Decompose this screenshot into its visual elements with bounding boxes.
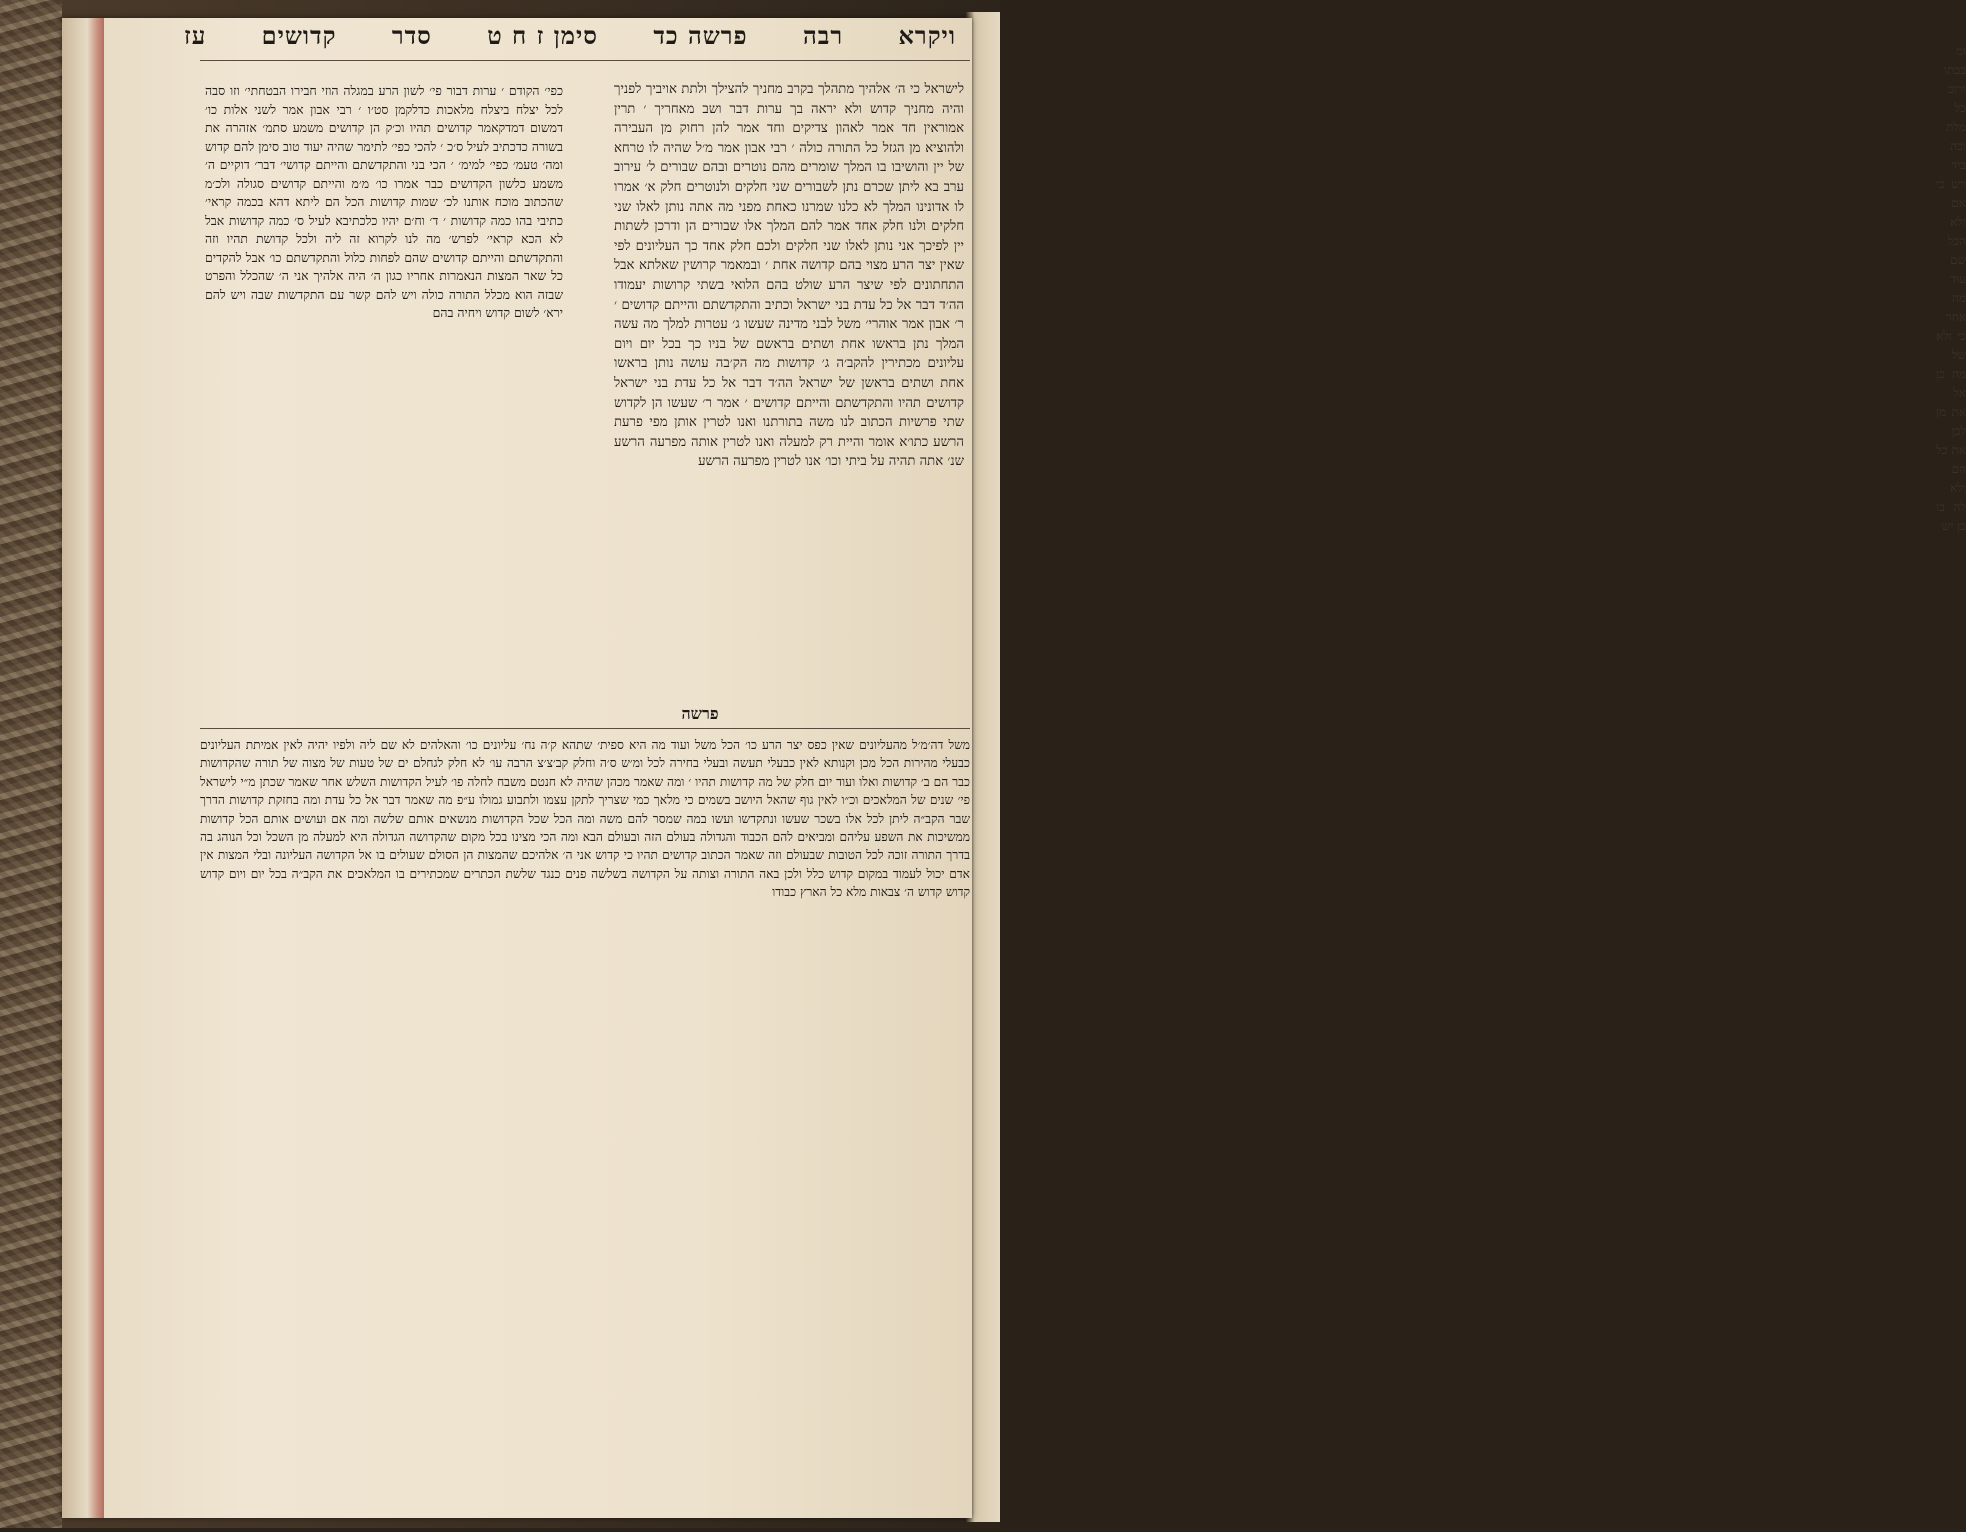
header-seder: סדר [391, 21, 432, 50]
facing-page-text: ומ בכתו ורוכ כל מלת ובה ביד ויש כי אם ולא הכל שם עוד מה אחר כי ולא של מה כן אל את מן לכן את כל הם ולא לה בו כן יש [1936, 44, 1966, 533]
header-page-number: עז [184, 21, 207, 50]
section-rule [200, 728, 970, 729]
marbled-cover-board [0, 0, 62, 1528]
header-rabba: רבה [802, 21, 844, 50]
page-header [180, 18, 960, 54]
header-kedoshim: קדושים [261, 21, 337, 50]
main-text-column: לישראל כי ה׳ אלהיך מתהלך בקרב מחניך להצילך ולתת אויביך לפניך והיה מחניך קדוש ולא יראה בך ערות דבר ושב מאחריך ׳ תרין אמוראין חד אמר לאהון צדיקים וחד אמר להן רחוק מן העבירה ולהוציא מן הגזל כל התורה כולה ׳ רבי אבון אמר מ׳ל שהיה לו טרחא של יין והושיבו בו המלך שומרים מהם נוטרים ובהם שבורים ל׳ עירוב ערב בא ליתן שכרם נתן לשבורים שני חלקים ולנוטרים חלק א׳ אמרו לו אדונינו המלך לא כלנו שמרנו כאחת מפני מה אתה נותן לאלו שני חלקים ולנו חלק אחד אמר להם המלך אלו שבורים הן ודרכן לשתות יין לפיכך אני נותן לאלו שני חלקים ולכם חלק אחד כך העליונים לפי שאין יצר הרע מצוי בהם קדושה אחת ׳ ובמאמר קרושין שאלתא אבל התחתונים לפי שיצר הרע שולט בהם הלואי בשתי קרושות יעמודו הה׳ד דבר אל כל עדת בני ישראל וכתיב והתקדשתם והייתם קדושים ׳ ר׳ אבון אמר אוהרי׳ משל לבני מדינה שעשו ג׳ עטרות למלך מה עשה המלך נתן בראשו אחת ושתים בראשם של בניו כך בכל יום ויום עליונים מכתירין להקב׳ה ג׳ קדושות מה הק׳בה עושה נותן בראשו אחת ושתים בראשן של ישראל הה׳ד דבר אל כל עדת בני ישראל קדושים תהיו והתקדשתם והייתם קדושים ׳ אמר ר׳ שעשו הן לקדוש שתי פרשיות הכתוב לנו משה בתורתנו ואנו לטרין אותן מפי פרעת הרשע כתו׳א אומר והיית רק למעלה ואנו לטרין אותה מפרעה הרשע שנ׳ אתה תהיה על ביתי וכו׳ אנו לטרין מפרעה הרשע [614, 82, 964, 470]
commentary-column-bottom: משל דה׳מ׳ל מהעליונים שאין כפס יצר הרע כו׳ הכל משל ועוד מה היא ספית׳ שתהא ק׳ה נח׳ עליונים כו׳ והאלהים לא שם ליה ולפיו יהיה לאין אמיתת העליונים כבעלי מהירות הכל מכן וקנותא לאין כבעלי תעשה ובעלי בחירה לכל ומ׳ש ס׳ה וחלק קב׳צ׳צ הרבה עו׳ לא חלק לגחלם ים של טעות של מצוה של תורה שהקדושות כבר הם ב׳ קדושות ואלו ועוד יום חלק של מה קדושות תהיו ׳ ומה שאמר מכהן שהיה לא חנטם משבח לחלה פו׳ לעיל הקדושות השלש אחר שאמר שכתן מ״י לישראל פי׳ שנים של המלאכים וכ״ו לאין גוף שהאל היושב בשמים כי מלאך כמי שצריך לתקן עצמו ולתבוע גמולו ע״פ מה שאמר דבר אל כל עדת ומה בחזקת קדושות הדרך שבר הקב״ה ליתן לכל אלו בשכר שעשו ונתקדשו ועשו במה שמסר להם משה ומה הכל שכל הקדושות מנשאים אותם שלשה ומה אם ועושים אותם הכל קדושות ממשיכות את השפע עליהם ומביאים להם הכבוד והגדולה בעולם הזה ובעולם הבא ומה הכי מצינו בכל מקום שהקדושה הגדולה היא למעלה מן השכל וכל הנוהג בה בדרך התורה זוכה לכל הטובות שבעולם וזה שאמר הכתוב קדושים תהיו כי קדוש אני ה׳ אלהיכם שהמצות הן הסולם שעולים בו אל הקדושה העליונה ובלי המצות אין אדם יכול לעמוד במקום קדוש כלל ולכן באה התורה וצותה על הקדושה בשלשה פנים כנגד שלשת הכתרים שמכתירים בו המלאכים את הקב״ה בכל יום ויום קדוש קדוש קדוש ה׳ צבאות מלא כל הארץ כבודו [200, 738, 970, 900]
commentary-column-top: כפי׳ הקודם ׳ ערות דבור פי׳ לשון הרע במגלה הוזי חבירו הבטחתי׳ וזו סבה לכל יצלח ביצלח מלאכות כדלקמן סט׳ו ׳ רבי אבון אמר לשני אלות כו׳ דמשום דמדקאמר קדושים תהיו וכ׳ק הן קדושים משמע סתמ׳ אזהרה את בשורה כדכתיב לעיל ס׳כ ׳ להכי כפי׳ לתימר שהיה יעוד טוב סימן להם קדוש ומה׳ טעמ׳ כפי׳ למימ׳ ׳ הכי בני והתקדשתם והייתם קדושי׳ דבר׳ דוקיים ה׳ משמע כלשון הקדושים כבר אמרו כו׳ מ׳מ והייתם קדושים סגולה ולכ׳מ שהכתוב מוכח אותנו לכ׳ שמות קדושות הכל הם ליתא דהא בכמה קראי׳ כתיבי בהו כמה קדושות ׳ ד׳ וח׳ם יהיו כלכתיבא לעיל ס׳ כמה קדושות אבל לא הכא קראי׳ לפרש׳ מה לנו לקרוא זה ליה ולכל קדושת תהיו וזה והתקדשתם והייתם קדושים שהם לפחות כלול והתקדשתם כו׳ אבל להקדים כל שאר המצות הנאמרות אחריו כגון ה׳ היה אלהיך אני ה׳ שהכלל והפרט שבזה הוא מכלל התורה כולה ויש להם קשר עם התקדשות שבה ויש להם ירא׳ לשום קדוש ויחיה בהם [205, 83, 563, 320]
section-label: פרשה [681, 704, 719, 723]
page-gutter [62, 18, 104, 1518]
header-parasha: פרשה כד [653, 21, 748, 50]
header-rule [200, 60, 970, 61]
header-book: ויקרא [898, 21, 956, 50]
header-siman: סימן ז ח ט [487, 21, 598, 50]
